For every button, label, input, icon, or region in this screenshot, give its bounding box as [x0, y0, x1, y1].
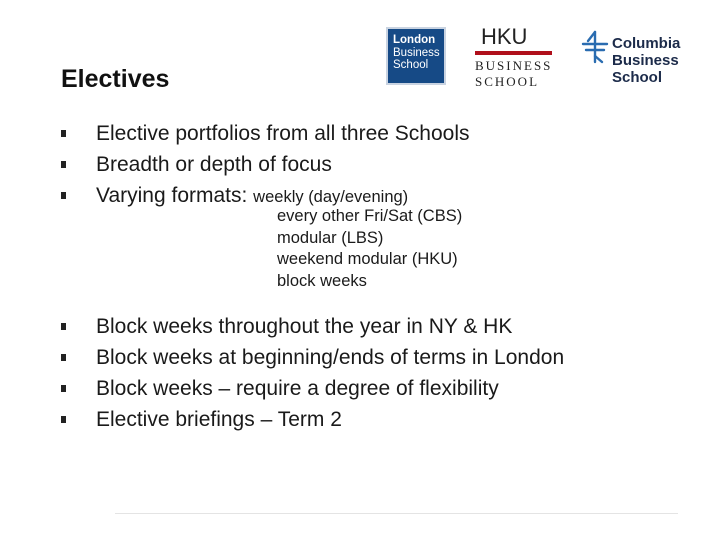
columbia-logo-line-3: School: [612, 69, 663, 86]
columbia-crown-icon: [580, 30, 610, 64]
list-item: [61, 149, 701, 180]
bullet-square-icon: [61, 192, 66, 199]
format-item: modular (LBS): [277, 228, 384, 247]
bullet-square-icon: [61, 354, 66, 361]
bullet-text: Elective portfolios from all three Schools: [96, 122, 470, 145]
columbia-business-school-logo: [580, 28, 700, 88]
list-item: [61, 311, 701, 342]
lbs-logo-line-2: Business: [393, 46, 440, 59]
formats-lead: Varying formats:: [96, 184, 254, 207]
bullet-square-icon: [61, 130, 66, 137]
lbs-logo-line-1: London: [393, 34, 436, 46]
hku-logo-line-2: SCHOOL: [475, 74, 540, 89]
hku-logo-bar: [475, 51, 552, 55]
hku-business-school-logo: [475, 26, 560, 90]
bullet-square-icon: [61, 385, 66, 392]
footer-divider: [115, 513, 678, 514]
format-item: block weeks: [277, 271, 367, 290]
formats-sublist: [277, 206, 462, 292]
bullet-text: Block weeks – require a degree of flexibility: [96, 377, 499, 400]
bullet-list-bottom: [61, 311, 701, 435]
bullet-square-icon: [61, 416, 66, 423]
list-item: [61, 373, 701, 404]
bullet-text: Block weeks throughout the year in NY & HK: [96, 315, 513, 338]
slide-title: Electives: [61, 65, 170, 93]
format-weekly: weekly (day/evening): [253, 188, 409, 206]
bullet-list-top: [61, 118, 701, 211]
hku-logo-line-1: BUSINESS: [475, 58, 553, 73]
columbia-logo-line-2: Business: [612, 52, 679, 69]
columbia-logo-text: [612, 35, 680, 86]
bullet-text: Elective briefings – Term 2: [96, 408, 342, 431]
columbia-logo-line-1: Columbia: [612, 35, 681, 52]
list-item: [61, 118, 701, 149]
list-item: [61, 342, 701, 373]
bullet-square-icon: [61, 161, 66, 168]
bullet-text: Block weeks at beginning/ends of terms in London: [96, 346, 565, 369]
london-business-school-logo: [386, 27, 446, 85]
hku-logo-word: HKU: [481, 24, 528, 49]
format-item: every other Fri/Sat (CBS): [277, 207, 463, 225]
lbs-logo-line-3: School: [393, 59, 429, 71]
format-item: weekend modular (HKU): [277, 250, 458, 268]
bullet-square-icon: [61, 323, 66, 330]
list-item: [61, 404, 701, 435]
bullet-text: Breadth or depth of focus: [96, 153, 332, 176]
